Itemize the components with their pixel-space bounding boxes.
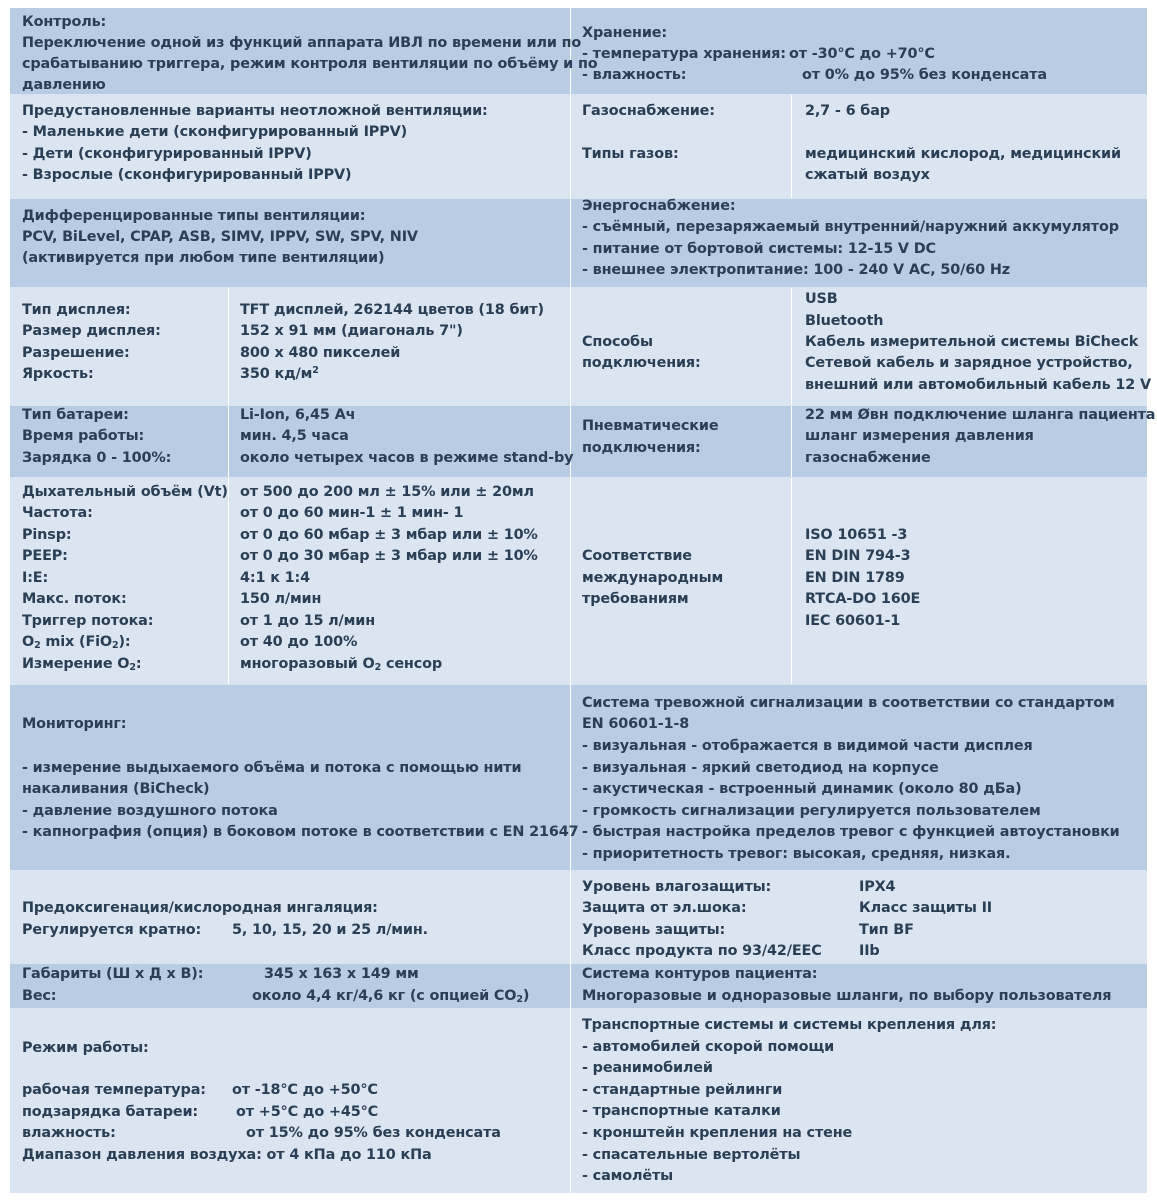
battery-label: Тип батареи:	[22, 407, 129, 423]
param-value: от 40 до 100%	[240, 634, 358, 650]
standard-item: ISO 10651 -3	[805, 527, 908, 543]
monitoring-item: - капнография (опция) в боковом потоке в соответствии с EN 21647	[22, 824, 579, 840]
display-value: TFT дисплей, 262144 цветов (18 бит)	[240, 302, 544, 318]
weight-label: Вес:	[22, 988, 57, 1004]
param-label: Дыхательный объём (Vt)	[22, 484, 228, 500]
transport-item: - реанимобилей	[582, 1060, 713, 1076]
display-divider	[228, 288, 229, 405]
control-line: срабатыванию триггера, режим контроля вентиляции по объёму и по	[22, 56, 598, 72]
control-line: давлению	[22, 77, 106, 93]
protection-label: Класс продукта по 93/42/EEC	[582, 943, 822, 959]
battery-value: мин. 4,5 часа	[240, 428, 349, 444]
operation-value: от -18°C до +50°C	[232, 1082, 378, 1098]
pneumatic-label: Пневматические	[582, 418, 719, 434]
transport-item: - самолёты	[582, 1168, 674, 1184]
subscript: 2	[34, 640, 41, 651]
connect-item: Bluetooth	[805, 313, 884, 329]
alarm-item: - быстрая настройка пределов тревог с функцией автоустановки	[582, 824, 1120, 840]
transport-item: - спасательные вертолёты	[582, 1147, 801, 1163]
pneumatic-divider	[791, 406, 792, 477]
alarm-title: Система тревожной сигнализации в соответствии со стандартом	[582, 695, 1115, 711]
dimensions-value: 345 x 163 x 149 мм	[264, 966, 419, 982]
alarm-item: - громкость сигнализации регулируется пользователем	[582, 803, 1041, 819]
standards-divider	[791, 478, 792, 684]
alarm-item: - приоритетность тревог: высокая, средняя, низкая.	[582, 846, 1011, 862]
gas-types-value: медицинский кислород, медицинский	[805, 146, 1121, 162]
circuit-value: Многоразовые и одноразовые шланги, по выбору пользователя	[582, 988, 1112, 1004]
transport-item: - кронштейн крепления на стене	[582, 1125, 853, 1141]
params-divider	[228, 478, 229, 684]
connect-item: USB	[805, 291, 838, 307]
operation-title: Режим работы:	[22, 1040, 149, 1056]
storage-humidity-label: - влажность:	[582, 67, 687, 83]
param-value: 4:1 к 1:4	[240, 570, 310, 586]
center-divider	[570, 8, 571, 1193]
vent-types-note: (активируется при любом типе вентиляции)	[22, 250, 385, 266]
pneumatic-item: газоснабжение	[805, 450, 931, 466]
param-value: от 0 до 60 мин-1 ± 1 мин- 1	[240, 505, 464, 521]
param-label: Триггер потока:	[22, 613, 154, 629]
oxygen-title: Предоксигенация/кислородная ингаляция:	[22, 900, 378, 916]
connect-label: Способы	[582, 334, 653, 350]
subscript: 2	[129, 662, 136, 673]
vent-types-list: PCV, BiLevel, CPAP, ASB, SIMV, IPPV, SW, SPV, NIV	[22, 229, 418, 245]
alarm-item: - визуальная - отображается в видимой части дисплея	[582, 738, 1033, 754]
connect-item: Кабель измерительной системы BiCheck	[805, 334, 1139, 350]
power-item: - съёмный, перезаряжаемый внутренний/наружний аккумулятор	[582, 219, 1119, 235]
display-label: Разрешение:	[22, 345, 130, 361]
storage-temp-label: - температура хранения:	[582, 46, 786, 62]
connect-divider	[791, 288, 792, 405]
storage-humidity-value: от 0% до 95% без конденсата	[802, 67, 1047, 83]
param-label: Частота:	[22, 505, 93, 521]
control-title: Контроль:	[22, 14, 107, 30]
battery-value: Li-Ion, 6,45 Ач	[240, 407, 356, 423]
presets-item: - Маленькие дети (сконфигурированный IPPV)	[22, 124, 408, 140]
alarm-item: - визуальная - яркий светодиод на корпусе	[582, 760, 939, 776]
presets-item: - Дети (сконфигурированный IPPV)	[22, 146, 312, 162]
battery-value: около четырех часов в режиме stand-by	[240, 450, 574, 466]
protection-label: Защита от эл.шока:	[582, 900, 747, 916]
oxygen-value: 5, 10, 15, 20 и 25 л/мин.	[232, 922, 428, 938]
display-value: 800 x 480 пикселей	[240, 345, 401, 361]
param-value: от 1 до 15 л/мин	[240, 613, 375, 629]
protection-value: Класс защиты II	[859, 900, 992, 916]
power-item: - питание от бортовой системы: 12-15 V DC	[582, 241, 936, 257]
operation-label: влажность:	[22, 1125, 116, 1141]
row-params-standards	[10, 478, 1147, 684]
gas-types-label: Типы газов:	[582, 146, 679, 162]
connect-label: подключения:	[582, 355, 701, 371]
display-label: Тип дисплея:	[22, 302, 131, 318]
operation-label: рабочая температура:	[22, 1082, 206, 1098]
operation-value: от +5°C до +45°C	[236, 1104, 379, 1120]
param-value: от 500 до 200 мл ± 15% или ± 20мл	[240, 484, 534, 500]
control-line: Переключение одной из функций аппарата ИВЛ по времени или по	[22, 35, 582, 51]
param-label: I:E:	[22, 570, 49, 586]
display-brightness-value: 350 $кд/м^2$	[240, 365, 319, 382]
spec-table	[10, 8, 1156, 1193]
display-label: Размер дисплея:	[22, 323, 161, 339]
connect-item: Сетевой кабель и зарядное устройство,	[805, 355, 1133, 371]
vent-types-title: Дифференцированные типы вентиляции:	[22, 208, 366, 224]
param-value-o2sensor: многоразовый $O_2$ сенсор	[240, 656, 442, 673]
monitoring-item: накаливания (BiCheck)	[22, 781, 210, 797]
transport-item: - стандартные рейлинги	[582, 1082, 783, 1098]
standard-item: EN DIN 794-3	[805, 548, 911, 564]
protection-label: Уровень защиты:	[582, 922, 726, 938]
storage-title: Хранение:	[582, 25, 668, 41]
operation-pressure: Диапазон давления воздуха: от 4 кПа до 110 кПа	[22, 1147, 432, 1163]
alarm-standard: EN 60601-1-8	[582, 716, 690, 732]
battery-label: Время работы:	[22, 428, 145, 444]
superscript: 2	[312, 365, 319, 376]
alarm-item: - акустическая - встроенный динамик (около 80 дБа)	[582, 781, 1022, 797]
pneumatic-item: 22 мм Øвн подключение шланга пациента	[805, 407, 1156, 423]
battery-label: Зарядка 0 - 100%:	[22, 450, 172, 466]
gas-supply-value: 2,7 - 6 бар	[805, 103, 890, 119]
param-label-o2mix: $O_2$ mix (FiO$_2$):	[22, 634, 131, 651]
standard-item: RTCA-DO 160E	[805, 591, 921, 607]
gas-types-value: сжатый воздух	[805, 167, 930, 183]
param-label: Pinsp:	[22, 527, 72, 543]
monitoring-item: - измерение выдыхаемого объёма и потока с помощью нити	[22, 760, 522, 776]
circuit-title: Система контуров пациента:	[582, 966, 818, 982]
subscript: 2	[374, 662, 382, 673]
power-title: Энергоснабжение:	[582, 198, 736, 214]
presets-item: - Взрослые (сконфигурированный IPPV)	[22, 167, 352, 183]
monitoring-title: Мониторинг:	[22, 716, 127, 732]
gas-supply-label: Газоснабжение:	[582, 103, 715, 119]
pneumatic-label: подключения:	[582, 440, 701, 456]
power-item: - внешнее электропитание: 100 - 240 V AC, 50/60 Hz	[582, 262, 1010, 278]
protection-value: IIb	[859, 943, 880, 959]
monitoring-item: - давление воздушного потока	[22, 803, 278, 819]
standards-label: Соответствие	[582, 548, 692, 564]
standard-item: IEC 60601-1	[805, 613, 901, 629]
transport-item: - транспортные каталки	[582, 1103, 781, 1119]
operation-value: от 15% до 95% без конденсата	[246, 1125, 501, 1141]
operation-label: подзарядка батареи:	[22, 1104, 199, 1120]
transport-title: Транспортные системы и системы крепления для:	[582, 1017, 997, 1033]
protection-label: Уровень влагозащиты:	[582, 879, 772, 895]
param-value: от 0 до 60 мбар ± 3 мбар или ± 10%	[240, 527, 538, 543]
protection-value: Тип BF	[859, 922, 914, 938]
connect-item: внешний или автомобильный кабель 12 V	[805, 377, 1152, 393]
param-label: Макс. поток:	[22, 591, 127, 607]
param-label: PEEP:	[22, 548, 68, 564]
standards-label: требованиям	[582, 591, 689, 607]
standards-label: международным	[582, 570, 724, 586]
gas-divider	[791, 95, 792, 198]
weight-value: около 4,4 кг/4,6 кг (с опцией $CO_2$)	[252, 988, 530, 1005]
battery-divider	[228, 406, 229, 477]
standard-item: EN DIN 1789	[805, 570, 905, 586]
subscript: 2	[516, 994, 523, 1005]
transport-item: - автомобилей скорой помощи	[582, 1039, 835, 1055]
pneumatic-item: шланг измерения давления	[805, 428, 1034, 444]
presets-title: Предустановленные варианты неотложной вентиляции:	[22, 103, 488, 119]
param-value: 150 л/мин	[240, 591, 322, 607]
display-value: 152 x 91 мм (диагональ 7")	[240, 323, 463, 339]
param-value: от 0 до 30 мбар ± 3 мбар или ± 10%	[240, 548, 538, 564]
protection-value: IPX4	[859, 879, 896, 895]
dimensions-label: Габариты (Ш x Д x В):	[22, 966, 204, 982]
param-label-o2measure: Измерение $O_2$:	[22, 656, 142, 673]
display-label: Яркость:	[22, 366, 94, 382]
subscript: 2	[112, 640, 119, 651]
storage-temp-value: от -30°C до +70°C	[789, 46, 935, 62]
oxygen-label: Регулируется кратно:	[22, 922, 202, 938]
